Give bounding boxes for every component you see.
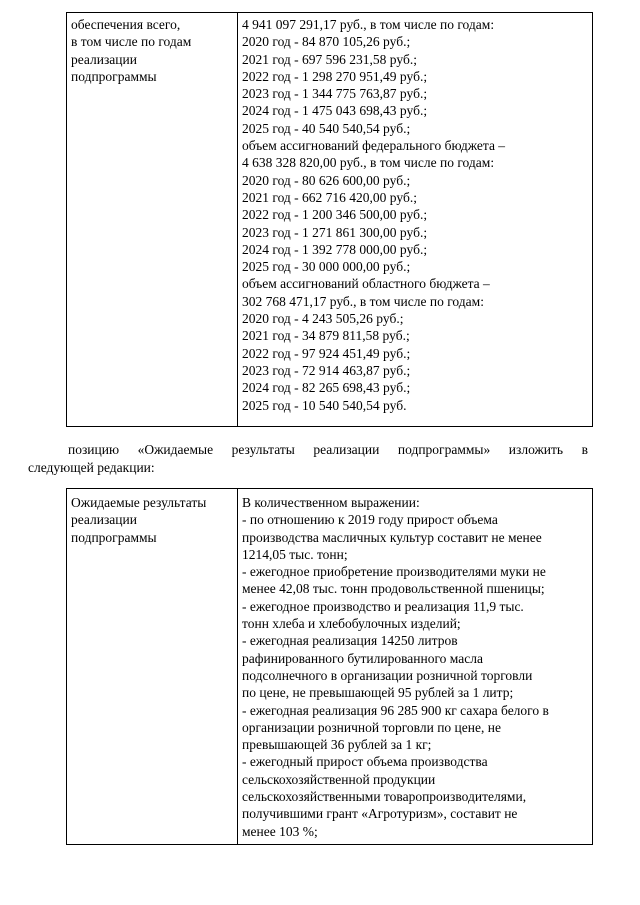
text-line: 2022 год - 1 298 270 951,49 руб.; — [242, 68, 428, 84]
text-line: подпрограммы — [71, 529, 157, 545]
text-line: - по отношению к 2019 году прирост объема — [242, 512, 498, 528]
text-line: объем ассигнований областного бюджета – — [242, 276, 490, 292]
text-line: 2020 год - 84 870 105,26 руб.; — [242, 34, 411, 50]
text-line: 4 638 328 820,00 руб., в том числе по годам: — [242, 155, 495, 171]
funding-label-text — [67, 13, 237, 85]
text-line: 2023 год - 1 344 775 763,87 руб.; — [242, 86, 428, 102]
paragraph-line: следующей редакции: — [28, 459, 155, 475]
text-line: превышающей 36 рублей за 1 кг; — [242, 737, 432, 753]
expected-results-value-text — [238, 489, 592, 840]
text-line: подсолнечного в организации розничной торговли — [242, 667, 533, 683]
expected-results-table — [66, 488, 593, 845]
text-line: - ежегодное производство и реализация 11,9 тыс. — [242, 598, 524, 614]
expected-results-label-cell — [67, 489, 238, 845]
text-line: сельскохозяйственными товаропроизводителями, — [242, 789, 527, 805]
text-line: 2022 год - 97 924 451,49 руб.; — [242, 345, 411, 361]
text-line: 2021 год - 662 716 420,00 руб.; — [242, 189, 417, 205]
text-line: подпрограммы — [71, 68, 157, 84]
text-line: получившими грант «Агротуризм», составит не — [242, 806, 518, 822]
table-row — [67, 13, 593, 427]
amendment-paragraph — [28, 441, 588, 476]
funding-table — [66, 12, 593, 427]
text-line: рафинированного бутилированного масла — [242, 650, 483, 666]
text-line: реализации — [71, 51, 137, 67]
text-line: производства масличных культур составит не менее — [242, 529, 542, 545]
paragraph-line: позицию «Ожидаемые результаты реализации подпрограммы» изложить в — [68, 442, 588, 457]
text-line: 2024 год - 1 392 778 000,00 руб.; — [242, 241, 428, 257]
text-line: 2025 год - 30 000 000,00 руб.; — [242, 259, 411, 275]
text-line: 2023 год - 1 271 861 300,00 руб.; — [242, 224, 428, 240]
text-line: сельскохозяйственной продукции — [242, 771, 436, 787]
text-line: 2021 год - 697 596 231,58 руб.; — [242, 51, 417, 67]
text-line: 1214,05 тыс. тонн; — [242, 546, 348, 562]
text-line: 2025 год - 40 540 540,54 руб.; — [242, 120, 411, 136]
text-line: тонн хлеба и хлебобулочных изделий; — [242, 616, 461, 632]
text-line: - ежегодное приобретение производителями муки не — [242, 564, 546, 580]
text-line: - ежегодный прирост объема производства — [242, 754, 488, 770]
table-row — [67, 489, 593, 845]
funding-value-cell — [238, 13, 593, 427]
text-line: организации розничной торговли по цене, не — [242, 719, 501, 735]
text-line: - ежегодная реализация 96 285 900 кг сахара белого в — [242, 702, 549, 718]
text-line: менее 42,08 тыс. тонн продовольственной пшеницы; — [242, 581, 545, 597]
funding-value-text — [238, 13, 592, 414]
text-line: реализации — [71, 512, 137, 528]
text-line: 2024 год - 1 475 043 698,43 руб.; — [242, 103, 428, 119]
text-line: 2020 год - 4 243 505,26 руб.; — [242, 311, 404, 327]
text-line: В количественном выражении: — [242, 495, 420, 510]
text-line: 2023 год - 72 914 463,87 руб.; — [242, 362, 411, 378]
text-line: обеспечения всего, — [71, 17, 181, 32]
text-line: 2020 год - 80 626 600,00 руб.; — [242, 172, 411, 188]
text-line: Ожидаемые результаты — [71, 495, 207, 510]
text-line: 2021 год - 34 879 811,58 руб.; — [242, 328, 410, 344]
text-line: объем ассигнований федерального бюджета – — [242, 138, 506, 154]
text-line: 2025 год - 10 540 540,54 руб. — [242, 397, 407, 413]
text-line: менее 103 %; — [242, 823, 318, 839]
text-line: по цене, не превышающей 95 рублей за 1 литр; — [242, 685, 514, 701]
text-line: 4 941 097 291,17 руб., в том числе по годам: — [242, 17, 495, 32]
expected-results-label-text — [67, 489, 237, 546]
text-line: в том числе по годам — [71, 34, 192, 50]
expected-results-value-cell — [238, 489, 593, 845]
text-line: - ежегодная реализация 14250 литров — [242, 633, 458, 649]
funding-label-cell — [67, 13, 238, 427]
text-line: 2024 год - 82 265 698,43 руб.; — [242, 380, 411, 396]
text-line: 302 768 471,17 руб., в том числе по годам: — [242, 293, 484, 309]
text-line: 2022 год - 1 200 346 500,00 руб.; — [242, 207, 428, 223]
